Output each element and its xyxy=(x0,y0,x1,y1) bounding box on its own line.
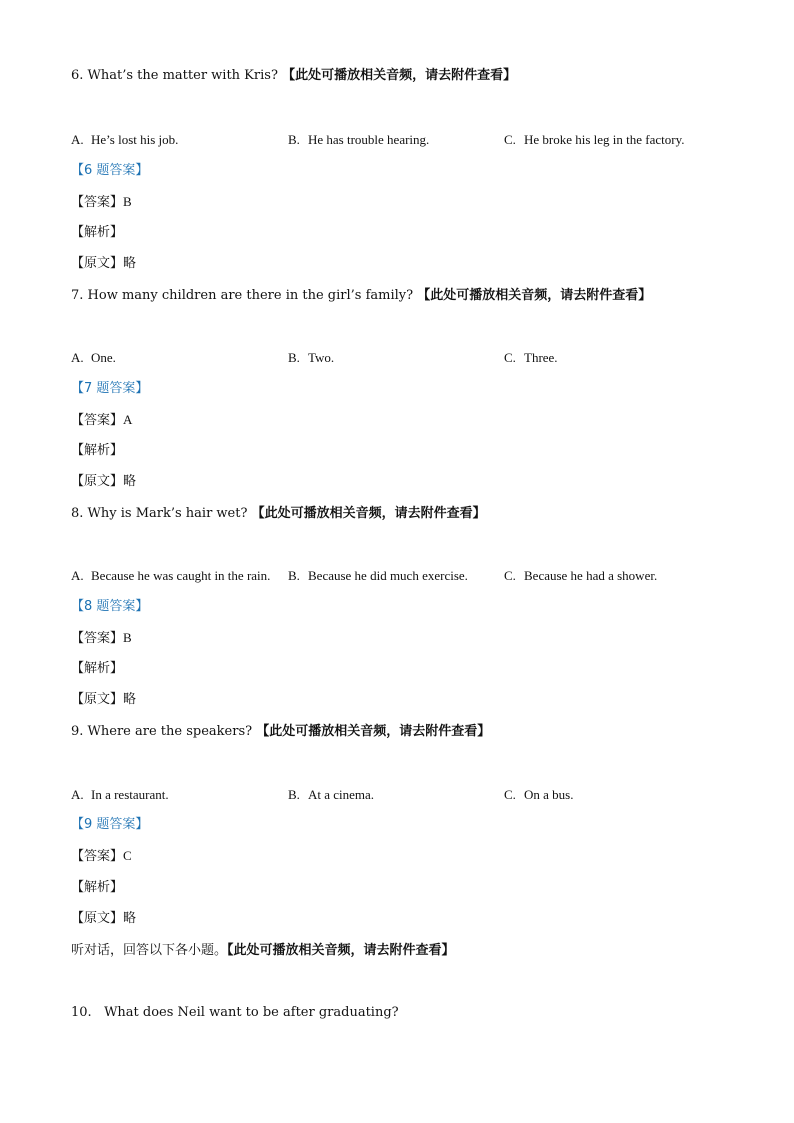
question-9-stem xyxy=(71,724,490,740)
analysis-line: 【解析】 xyxy=(71,225,124,240)
option-a: A. One. xyxy=(71,350,116,365)
question-stem-text: 7. How many children are there in the girl’s family? xyxy=(71,288,414,303)
answer-heading: 【9 题答案】 xyxy=(71,817,149,832)
option-a: A. In a restaurant. xyxy=(71,787,169,802)
option-b: B. Two. xyxy=(288,350,335,365)
question-stem-text: 9. Where are the speakers? xyxy=(71,724,253,739)
audio-link[interactable]: 【此处可播放相关音频，请去附件查看】 xyxy=(251,506,486,521)
audio-link[interactable]: 【此处可播放相关音频，请去附件查看】 xyxy=(227,943,455,958)
instruction-text: 听对话，回答以下各小题。 xyxy=(71,943,228,958)
option-c: C. Because he had a shower. xyxy=(504,568,658,583)
audio-link[interactable]: 【此处可播放相关音频，请去附件查看】 xyxy=(282,68,517,83)
answer-heading: 【8 题答案】 xyxy=(71,599,149,614)
option-a: A. He’s lost his job. xyxy=(71,132,179,147)
question-7-options xyxy=(71,350,731,366)
question-6-stem xyxy=(71,68,516,84)
question-6-options xyxy=(71,132,731,148)
analysis-line: 【解析】 xyxy=(71,661,124,676)
question-8-stem xyxy=(71,506,486,522)
option-c: C. He broke his leg in the factory. xyxy=(504,132,685,147)
question-stem-text: 8. Why is Mark’s hair wet? xyxy=(71,506,248,521)
answer-line: 【答案】A xyxy=(71,412,133,428)
dialogue-instruction xyxy=(71,943,455,959)
analysis-line: 【解析】 xyxy=(71,880,124,895)
answer-line: 【答案】C xyxy=(71,848,132,864)
option-c: C. On a bus. xyxy=(504,787,574,802)
original-text-line: 【原文】略 xyxy=(71,911,137,926)
option-b: B. At a cinema. xyxy=(288,787,375,802)
answer-line: 【答案】B xyxy=(71,630,132,646)
analysis-line: 【解析】 xyxy=(71,443,124,458)
question-7-stem xyxy=(71,288,651,304)
question-8-options xyxy=(71,568,731,584)
question-9-options xyxy=(71,787,731,803)
option-c: C. Three. xyxy=(504,350,558,365)
option-a: A. Because he was caught in the rain. xyxy=(71,568,271,583)
original-text-line: 【原文】略 xyxy=(71,692,137,707)
answer-heading: 【6 题答案】 xyxy=(71,163,149,178)
answer-heading: 【7 题答案】 xyxy=(71,381,149,396)
original-text-line: 【原文】略 xyxy=(71,256,137,271)
answer-line: 【答案】B xyxy=(71,194,132,210)
question-stem-text: 6. What’s the matter with Kris? xyxy=(71,68,278,83)
option-b: B. He has trouble hearing. xyxy=(288,132,430,147)
audio-link[interactable]: 【此处可播放相关音频，请去附件查看】 xyxy=(417,288,652,303)
option-b: B. Because he did much exercise. xyxy=(288,568,468,583)
original-text-line: 【原文】略 xyxy=(71,474,137,489)
question-10-stem: 10. What does Neil want to be after graduating? xyxy=(71,1005,399,1020)
audio-link[interactable]: 【此处可播放相关音频，请去附件查看】 xyxy=(256,724,491,739)
